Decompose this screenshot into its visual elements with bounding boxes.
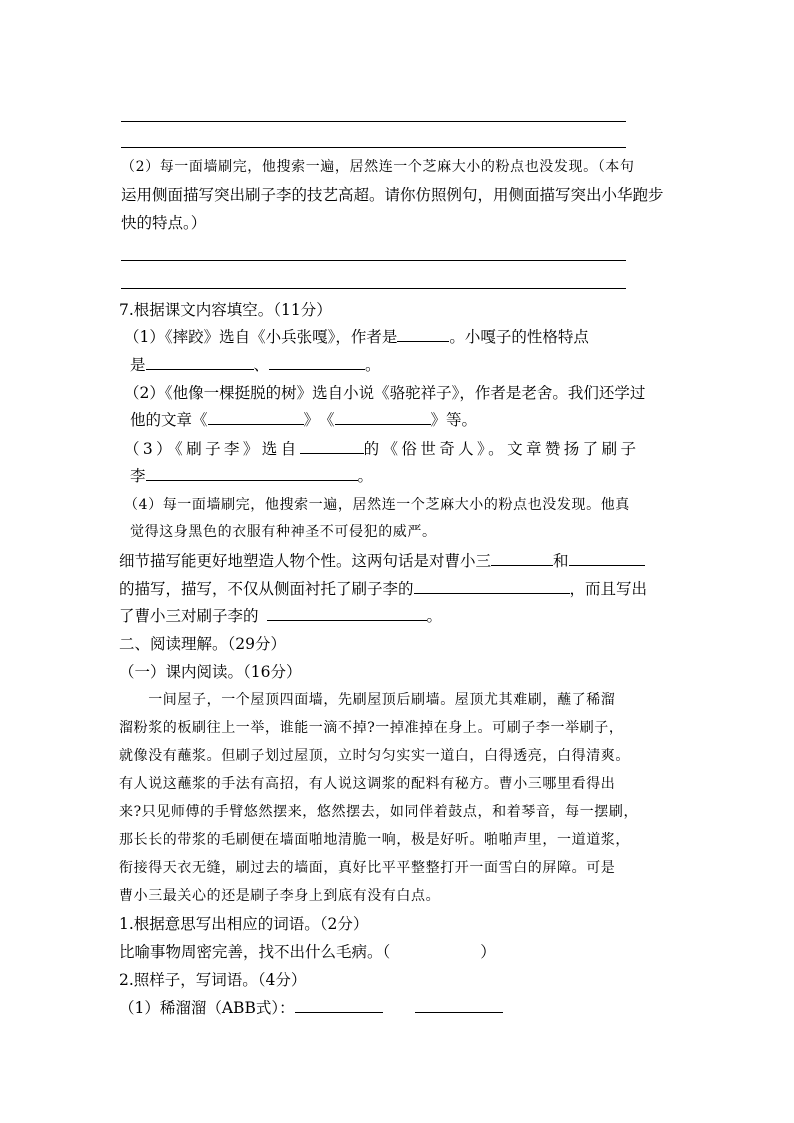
q7-s4-line-3 <box>119 551 645 571</box>
answer-line[interactable] <box>121 121 626 122</box>
q7-s4-line-4 <box>119 579 647 599</box>
passage-line: 衔接得天衣无缝，刷过去的墙面，真好比平平整整打开一面雪白的屏障。可是 <box>119 860 616 876</box>
q7-s3-line-1 <box>124 439 639 459</box>
q7-s3-text-d: 。 <box>357 467 374 485</box>
passage-line: 曹小三最关心的还是刷子李身上到底有没有白点。 <box>119 888 441 904</box>
skill-blank[interactable] <box>414 579 570 594</box>
passage-line: 有人说这蘸浆的手法有高招，有人说这调浆的配料有秘方。曹小三哪里看得出 <box>119 776 616 792</box>
q7-s4-line-5 <box>119 606 442 626</box>
q7-s1-text-d: 、 <box>253 356 270 374</box>
question-2-item <box>119 998 503 1018</box>
question-1-title: 1.根据意思写出相应的词语。（2分） <box>119 915 369 933</box>
q7-s3-text-c: 李 <box>130 467 146 485</box>
answer-line[interactable] <box>121 288 626 289</box>
q7-s3-text-b: 的《俗世奇人》。文章赞扬了刷子 <box>363 440 640 458</box>
q7-s2-text-c: 》 《 <box>303 411 335 429</box>
q6-text-line-1: （2）每一面墙刷完，他搜索一遍，居然连一个芝麻大小的粉点也没发现。（本句 <box>121 159 635 175</box>
q7-s4-line-2: 觉得这身黑色的衣服有种神圣不可侵犯的威严。 <box>130 524 437 540</box>
answer-line[interactable] <box>121 147 626 148</box>
q7-s1-text-c: 是 <box>130 356 146 374</box>
q7-s2-text-b: 他的文章《 <box>130 411 208 429</box>
passage-line: 那长长的带浆的毛刷便在墙面啪地清脆一响，极是好听。啪啪声里，一道道浆， <box>119 832 630 848</box>
idiom-answer-field[interactable] <box>390 943 480 957</box>
question-1-prompt: 比喻事物周密完善，找不出什么毛病。（ <box>119 943 391 961</box>
q7-s4-text-5b: 。 <box>426 607 443 625</box>
description-blank-2[interactable] <box>569 551 645 566</box>
author-blank-2[interactable] <box>300 439 364 454</box>
q7-s2-line-2 <box>130 410 477 430</box>
section-2-subtitle: （一）课内阅读。（16分） <box>119 663 302 681</box>
q7-s4-text-3b: 和 <box>553 552 569 570</box>
q7-s4-text-4b: ，而且写出 <box>569 580 648 598</box>
q7-s1-line-2 <box>130 355 381 375</box>
article-blank-1[interactable] <box>208 410 304 425</box>
trait-blank-1[interactable] <box>146 355 254 370</box>
abb-word-blank-1[interactable] <box>295 998 383 1013</box>
passage-line: 就像没有蘸浆。但刷子划过屋顶，立时匀匀实实一道白，白得透亮，白得清爽。 <box>119 748 630 764</box>
passage-line: 来?只见师傅的手臂悠然摆来，悠然摆去，如同伴着鼓点，和着琴音，每一摆刷， <box>119 804 639 820</box>
answer-line[interactable] <box>121 260 626 261</box>
q7-s3-line-2 <box>130 466 373 486</box>
q7-s1-text-a: （1）《摔跤》选自《小兵张嘎》，作者是 <box>124 328 398 346</box>
question-2-item-label: （1）稀溜溜（ABB式）： <box>119 999 295 1017</box>
q7-s1-text-b: 。小嘎子的性格特点 <box>449 328 589 346</box>
section-2-title: 二、阅读理解。（29分） <box>119 635 286 653</box>
q7-s1-text-e: 。 <box>365 356 381 374</box>
author-blank[interactable] <box>397 327 449 342</box>
q7-s4-text-3a: 细节描写能更好地塑造人物个性。这两句话是对曹小三 <box>119 552 492 570</box>
passage-line: 溜粉浆的板刷往上一举，谁能一滴不掉?一掉准掉在身上。可刷子李一举刷子， <box>119 720 624 736</box>
question-2-title: 2.照样子，写词语。（4分） <box>119 971 307 989</box>
question-1-close: ） <box>480 943 496 961</box>
trait-blank-2[interactable] <box>269 355 365 370</box>
abb-word-blank-2[interactable] <box>415 998 503 1013</box>
q7-s4-text-5a: 了曹小三对刷子李的 <box>119 607 259 625</box>
q7-s1-line-1 <box>124 327 589 347</box>
attitude-blank[interactable] <box>267 606 427 621</box>
q6-text-line-2: 运用侧面描写突出刷子李的技艺高超。请你仿照例句，用侧面描写突出小华跑步 <box>121 186 664 204</box>
description-blank-1[interactable] <box>491 551 553 566</box>
q7-s2-line-1: （2）《他像一棵挺脱的树》选自小说《骆驼祥子》，作者是老舍。我们还学过 <box>124 384 646 402</box>
q6-text-line-3: 快的特点。） <box>121 214 207 232</box>
praise-blank[interactable] <box>146 466 358 481</box>
question-1-text <box>119 942 496 962</box>
q7-s2-text-d: 》等。 <box>430 411 478 429</box>
q7-s3-text-a: （3）《刷子李》选自 <box>124 440 300 458</box>
q7-s4-line-1: （4）每一面墙刷完，他搜索一遍，居然连一个芝麻大小的粉点也没发现。他真 <box>124 497 630 513</box>
q7-s4-text-4a: 的描写，描写，不仅从侧面衬托了刷子李的 <box>119 580 414 598</box>
article-blank-2[interactable] <box>335 410 431 425</box>
passage-line: 一间屋子，一个屋顶四面墙，先刷屋顶后刷墙。屋顶尤其难刷，蘸了稀溜 <box>119 692 616 708</box>
q7-title: 7.根据课文内容填空。（11分） <box>119 301 332 319</box>
